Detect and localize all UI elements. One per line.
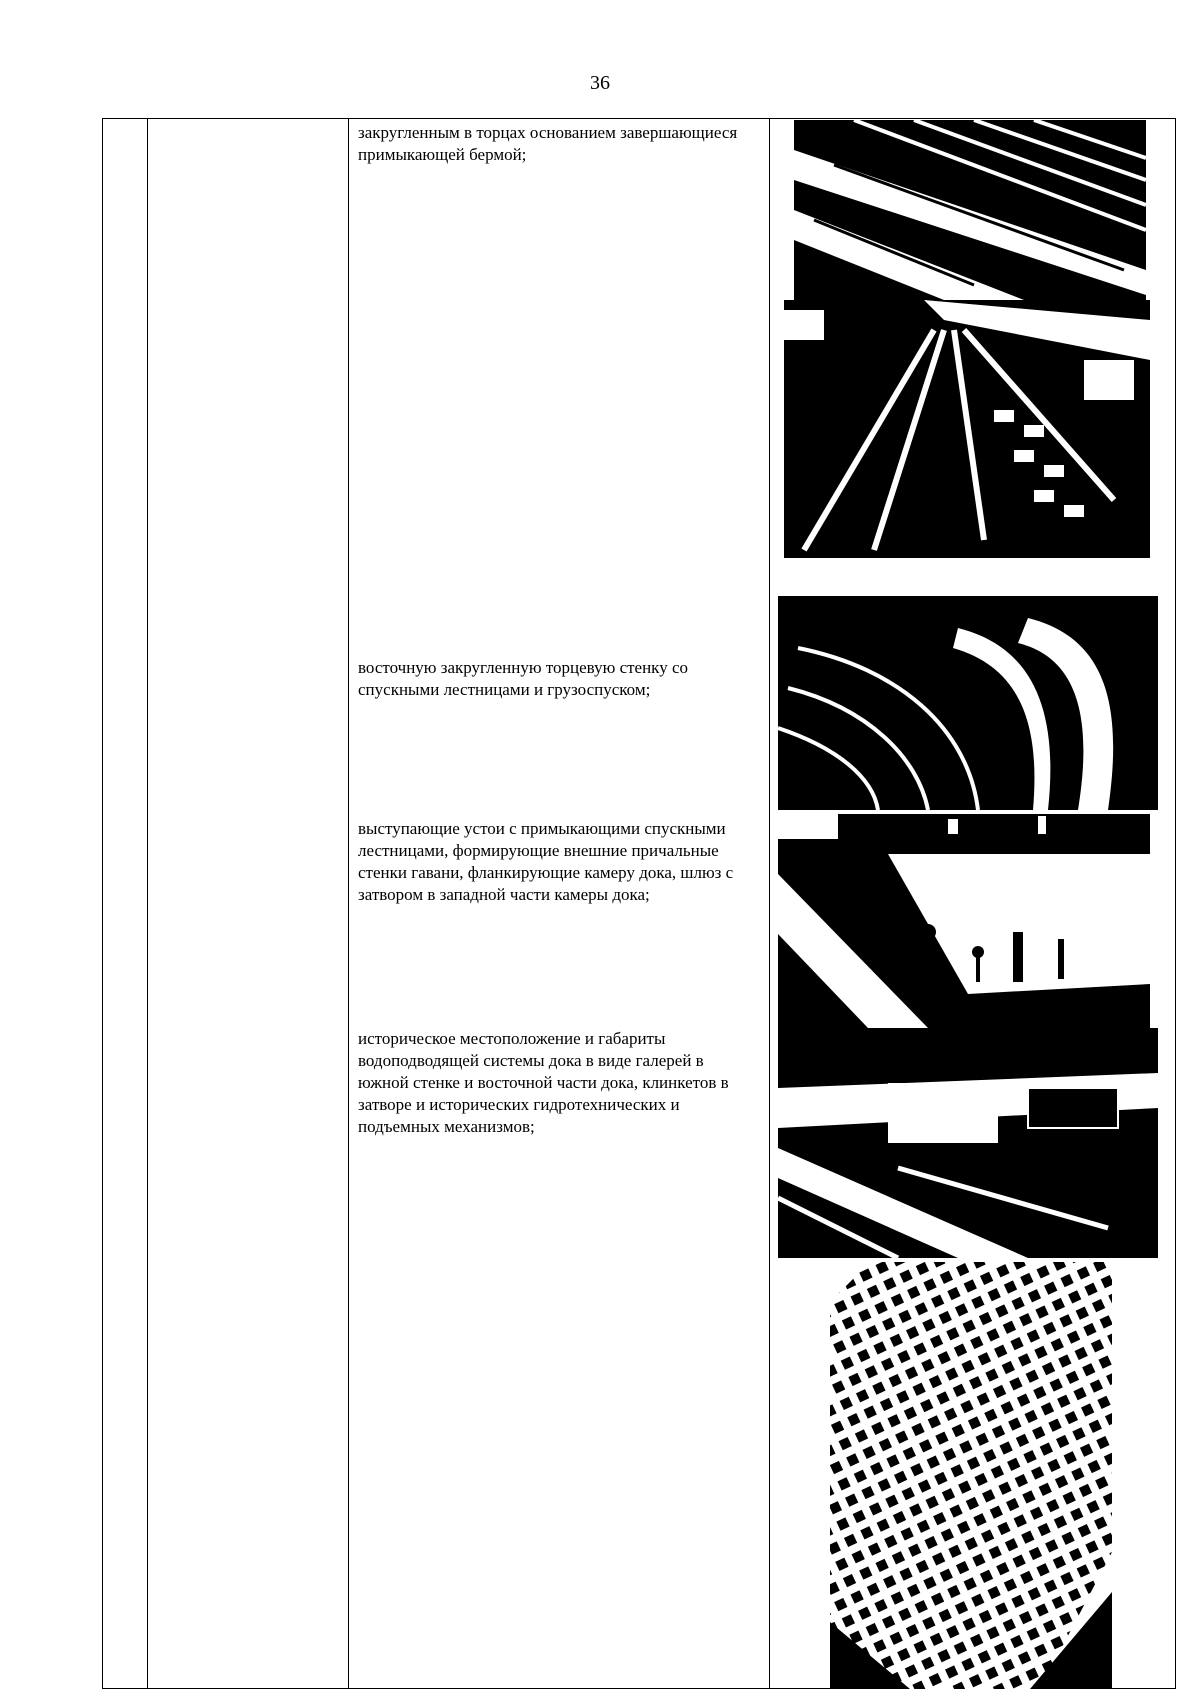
gate-machinery-photo: [778, 1028, 1158, 1258]
column-divider-3: [769, 119, 770, 1688]
dock-steps-photo: [794, 120, 1146, 300]
table-row-text-3: выступающие устои с примыкающими спускными лестницами, формирующие внешние причальные стенки гавани, фланкирующие камеру дока, шлюз с затвором в западной части камеры дока;: [358, 819, 734, 904]
table-row-text-4: историческое местоположение и габариты водоподводящей системы дока в виде галерей в южной стенке и восточной части дока, клинкетов в затворе и исторических гидротехнических и подъемных механизмов;: [358, 1029, 729, 1136]
dock-chamber-photo: [784, 300, 1150, 558]
table-row-text-2: восточную закругленную торцевую стенку со спускными лестницами и грузоспуском;: [358, 658, 688, 699]
column-divider-1: [147, 119, 148, 1688]
abutment-wall-photo: [778, 814, 1150, 1028]
column-divider-2: [348, 119, 349, 1688]
table-row-text-1: закругленным в торцах основанием завершающиеся примыкающей бермой;: [358, 123, 738, 164]
grating-photo: [830, 1262, 1112, 1689]
page-number: 36: [590, 72, 610, 94]
curved-end-wall-photo: [778, 558, 1158, 810]
